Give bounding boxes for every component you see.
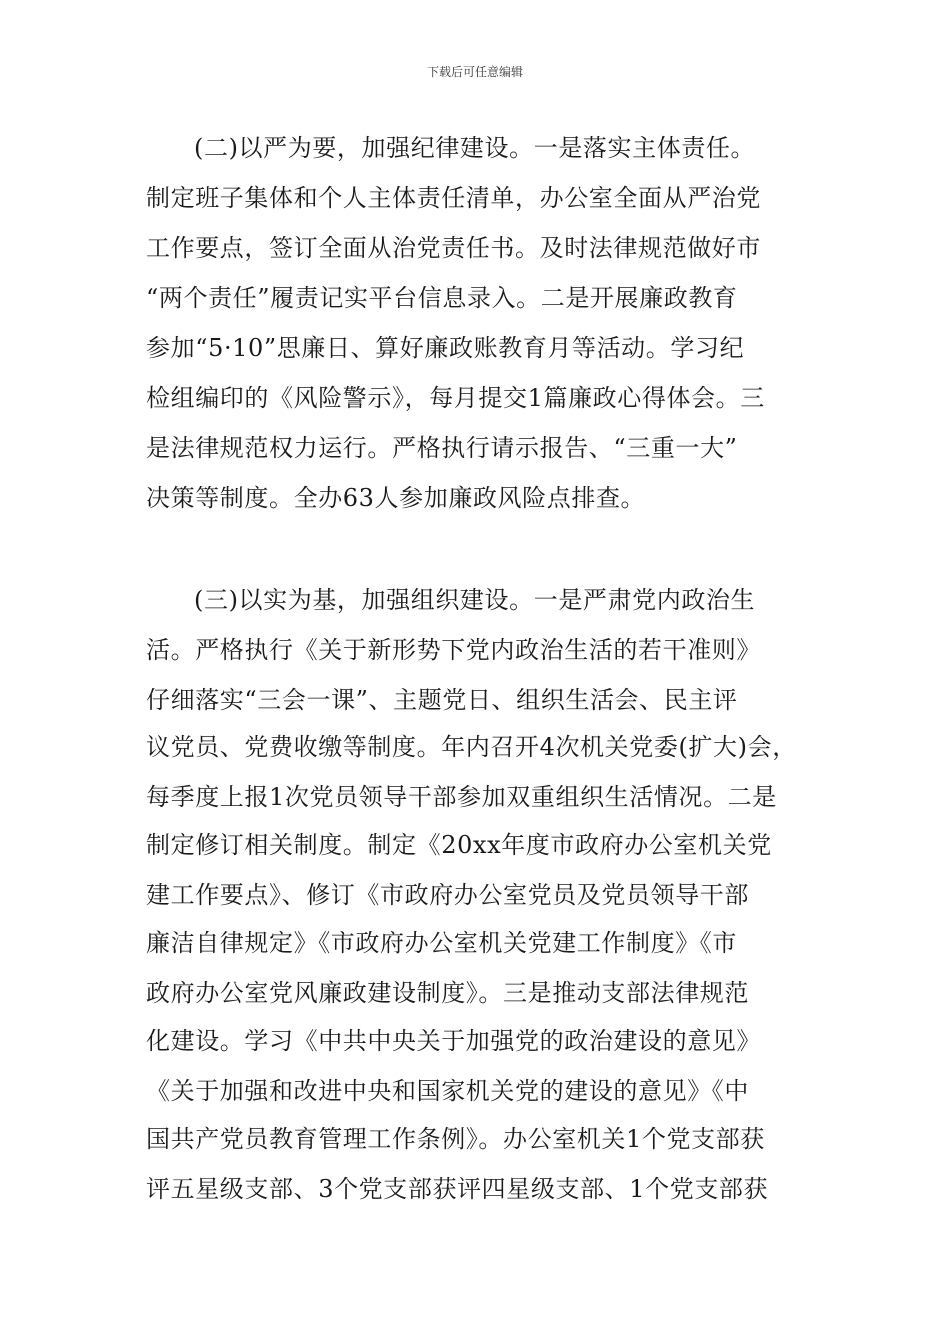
paragraph-line: 仔细落实“三会一课”、主题党日、组织生活会、民主评: [146, 686, 738, 714]
paragraph-line: 化建设。学习《中共中央关于加强党的政治建设的意见》: [146, 1027, 761, 1055]
paragraph-line: 制定修订相关制度。制定《20xx年度市政府办公室机关党: [146, 831, 772, 859]
paragraph-line: “两个责任”履责记实平台信息录入。二是开展廉政教育: [146, 284, 738, 312]
paragraph-line: 制定班子集体和个人主体责任清单，办公室全面从严治党: [146, 184, 761, 212]
paragraph-line: 是法律规范权力运行。严格执行请示报告、“三重一大”: [146, 434, 738, 462]
paragraph-line: 议党员、党费收缴等制度。年内召开4次机关党委(扩大)会，: [146, 733, 797, 761]
paragraph-line: 检组编印的《风险警示》，每月提交1篇廉政心得体会。三: [146, 384, 765, 412]
paragraph-line: 参加“5·10”思廉日、算好廉政账教育月等活动。学习纪: [146, 334, 745, 362]
paragraph-line: 每季度上报1次党员领导干部参加双重组织生活情况。二是: [146, 783, 777, 811]
paragraph-line: (三)以实为基，加强组织建设。一是严肃党内政治生: [194, 586, 756, 614]
paragraph-line: 决策等制度。全办63人参加廉政风险点排查。: [146, 484, 646, 512]
paragraph-line: 工作要点，签订全面从治党责任书。及时法律规范做好市: [146, 234, 761, 262]
paragraph-line: 建工作要点》、修订《市政府办公室党员及党员领导干部: [146, 881, 749, 909]
paragraph-line: 《关于加强和改进中央和国家机关党的建设的意见》《中: [146, 1077, 749, 1105]
paragraph-line: (二)以严为要，加强纪律建设。一是落实主体责任。: [194, 134, 756, 162]
paragraph-line: 国共产党员教育管理工作条例》。办公室机关1个党支部获: [146, 1125, 765, 1153]
page-header: 下载后可任意编辑: [426, 65, 523, 79]
paragraph-line: 评五星级支部、3个党支部获评四星级支部、1个党支部获: [146, 1175, 769, 1203]
paragraph-line: 政府办公室党风廉政建设制度》。三是推动支部法律规范: [146, 979, 749, 1007]
paragraph-line: 活。严格执行《关于新形势下党内政治生活的若干准则》: [146, 636, 761, 664]
paragraph-line: 廉洁自律规定》《市政府办公室机关党建工作制度》《市: [146, 929, 737, 957]
